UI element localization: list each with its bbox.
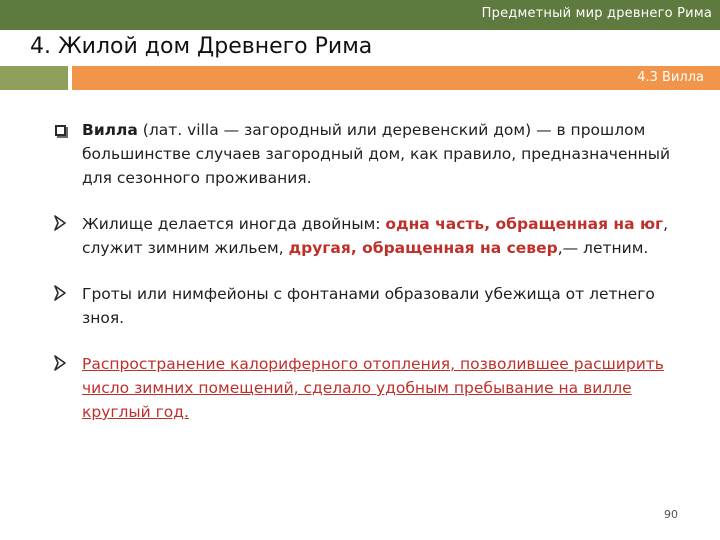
bullet-heating (52, 352, 692, 424)
bullet-grottoes (52, 282, 692, 330)
bullet-villa-definition (52, 118, 692, 190)
villa-definition-text: (лат. villa — загородный или деревенский дом) — в прошлом большинстве случаев загородный дом, как правило, предназначенный для сезонного проживания. (82, 121, 671, 187)
highlight-north-part: другая, обращенная на север (288, 239, 558, 257)
double-dwelling-text-2: , служит зимним жильем, (82, 215, 669, 257)
subsection-title: 4.3 Вилла (637, 70, 704, 85)
title-row (0, 30, 720, 66)
section-title: Предметный мир древнего Рима (481, 6, 712, 21)
arrow-bullet-icon (53, 355, 67, 371)
arrow-bullet-icon (53, 285, 67, 301)
slide-content (52, 118, 692, 446)
double-dwelling-text-1: Жилище делается иногда двойным: (82, 215, 386, 233)
bullet-double-dwelling (52, 212, 692, 260)
top-header-bar (0, 0, 720, 30)
heating-link[interactable]: Распространение калориферного отопления, позволившее расширить число зимних помещений, сделало удобным пребывание на вилле круглый год. (82, 355, 664, 421)
grottoes-text: Гроты или нимфейоны с фонтанами образовали убежища от летнего зноя. (82, 285, 655, 327)
highlight-south-part: одна часть, обращенная на юг (385, 215, 664, 233)
page-title: 4. Жилой дом Древнего Рима (30, 34, 373, 59)
subheader-bar (72, 66, 720, 90)
villa-term: Вилла (82, 121, 138, 139)
double-dwelling-text-3: ,— летним. (557, 239, 649, 257)
subheader-accent-block (0, 66, 68, 90)
square-bullet-icon (55, 125, 66, 136)
page-number: 90 (664, 508, 678, 521)
arrow-bullet-icon (53, 215, 67, 231)
